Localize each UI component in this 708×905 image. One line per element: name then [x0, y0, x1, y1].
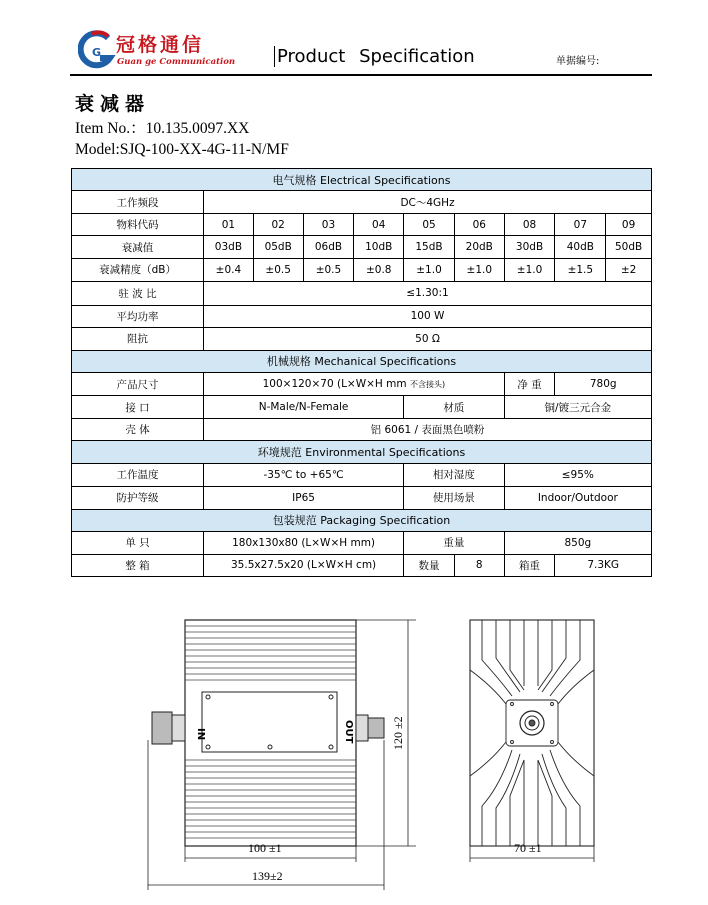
shell-label: 壳 体: [72, 418, 204, 440]
logo-letter: G: [92, 46, 102, 59]
port-out-label: OUT: [343, 720, 354, 744]
humidity-label: 相对湿度: [404, 463, 505, 486]
material-label: 材质: [404, 396, 505, 418]
single-label: 单 只: [72, 532, 204, 554]
header-divider: [70, 74, 652, 76]
dim-width: 120 ±2: [391, 716, 405, 750]
connector-label: 接 口: [72, 396, 204, 418]
code-cell: 07: [555, 213, 606, 235]
atten-label: 衰减值: [72, 236, 204, 258]
code-cell: 08: [504, 213, 555, 235]
material-value: 铜/镀三元合金: [504, 396, 651, 418]
section-mechanical: 机械规格 Mechanical Specifications: [72, 350, 652, 372]
quantity-label: 数量: [404, 554, 455, 577]
accuracy-cell: ±1.0: [404, 258, 455, 281]
code-cell: 03: [303, 213, 354, 235]
vswr-label: 驻 波 比: [72, 282, 204, 305]
impedance-label: 阻抗: [72, 328, 204, 350]
section-electrical: 电气规格 Electrical Specifications: [72, 169, 652, 191]
accuracy-cell: ±0.5: [253, 258, 303, 281]
impedance-value: 50 Ω: [204, 328, 652, 350]
power-value: 100 W: [204, 305, 652, 327]
accuracy-cell: ±1.0: [454, 258, 504, 281]
code-cell: 05: [404, 213, 455, 235]
document-title: Product Specification: [274, 46, 475, 67]
model-number: Model:SJQ-100-XX-4G-11-N/MF: [75, 141, 289, 158]
atten-cell: 10dB: [354, 236, 404, 258]
accuracy-cell: ±1.0: [504, 258, 555, 281]
document-number-label: 单据编号:: [556, 56, 600, 67]
code-cell: 01: [204, 213, 254, 235]
size-value: [204, 372, 505, 395]
connector-value: N-Male/N-Female: [204, 396, 404, 418]
accuracy-cell: ±0.4: [204, 258, 254, 281]
single-weight: 850g: [504, 532, 651, 554]
code-cell: 09: [606, 213, 652, 235]
logo-english-name: Guan ge Communication: [117, 57, 236, 67]
atten-cell: 50dB: [606, 236, 652, 258]
scene-label: 使用场景: [404, 487, 505, 509]
box-weight: 7.3KG: [555, 554, 652, 577]
size-label: 产品尺寸: [72, 372, 204, 395]
size-note: 不含接头): [409, 380, 446, 390]
atten-cell: 05dB: [253, 236, 303, 258]
technical-drawing: [140, 600, 610, 898]
weight-label: 净 重: [504, 372, 555, 395]
dim-height: 70 ±1: [514, 841, 542, 855]
humidity-value: ≤95%: [504, 463, 651, 486]
atten-cell: 06dB: [303, 236, 354, 258]
single-size: 180x130x80 (L×W×H mm): [204, 532, 404, 554]
scene-value: Indoor/Outdoor: [504, 487, 651, 509]
ip-value: IP65: [204, 487, 404, 509]
box-size: 35.5x27.5x20 (L×W×H cm): [204, 554, 404, 577]
code-cell: 04: [354, 213, 404, 235]
quantity-value: 8: [454, 554, 504, 577]
freq-label: 工作频段: [72, 191, 204, 213]
dim-length: 100 ±1: [248, 841, 282, 855]
dim-total: 139±2: [252, 869, 283, 883]
section-packaging: 包装规范 Packaging Specification: [72, 509, 652, 531]
atten-cell: 40dB: [555, 236, 606, 258]
temperature-label: 工作温度: [72, 463, 204, 486]
atten-cell: 20dB: [454, 236, 504, 258]
weight-value: 780g: [555, 372, 652, 395]
box-label: 整 箱: [72, 554, 204, 577]
item-number: Item No.：10.135.0097.XX: [75, 120, 250, 137]
atten-cell: 30dB: [504, 236, 555, 258]
product-name: 衰减器: [75, 93, 151, 115]
attenuator-end-view: [470, 620, 594, 846]
size-dimensions: 100×120×70 (L×W×H mm: [262, 378, 407, 391]
accuracy-label: 衰减精度（dB）: [72, 258, 204, 281]
logo-chinese-name: 冠格通信: [116, 34, 205, 56]
side-dimensions: [148, 620, 416, 890]
spec-table: [71, 168, 652, 577]
atten-cell: 03dB: [204, 236, 254, 258]
accuracy-cell: ±1.5: [555, 258, 606, 281]
temperature-value: -35℃ to +65℃: [204, 463, 404, 486]
port-in-label: IN: [195, 728, 206, 741]
box-weight-label: 箱重: [504, 554, 555, 577]
power-label: 平均功率: [72, 305, 204, 327]
code-cell: 02: [253, 213, 303, 235]
vswr-value: ≤1.30:1: [204, 282, 652, 305]
single-weight-label: 重量: [404, 532, 505, 554]
atten-cell: 15dB: [404, 236, 455, 258]
code-label: 物料代码: [72, 213, 204, 235]
accuracy-cell: ±0.8: [354, 258, 404, 281]
freq-value: DC～4GHz: [204, 191, 652, 213]
shell-value: 铝 6061 / 表面黑色喷粉: [204, 418, 652, 440]
code-cell: 06: [454, 213, 504, 235]
accuracy-cell: ±0.5: [303, 258, 354, 281]
section-environmental: 环境规范 Environmental Specifications: [72, 441, 652, 463]
ip-label: 防护等级: [72, 487, 204, 509]
accuracy-cell: ±2: [606, 258, 652, 281]
